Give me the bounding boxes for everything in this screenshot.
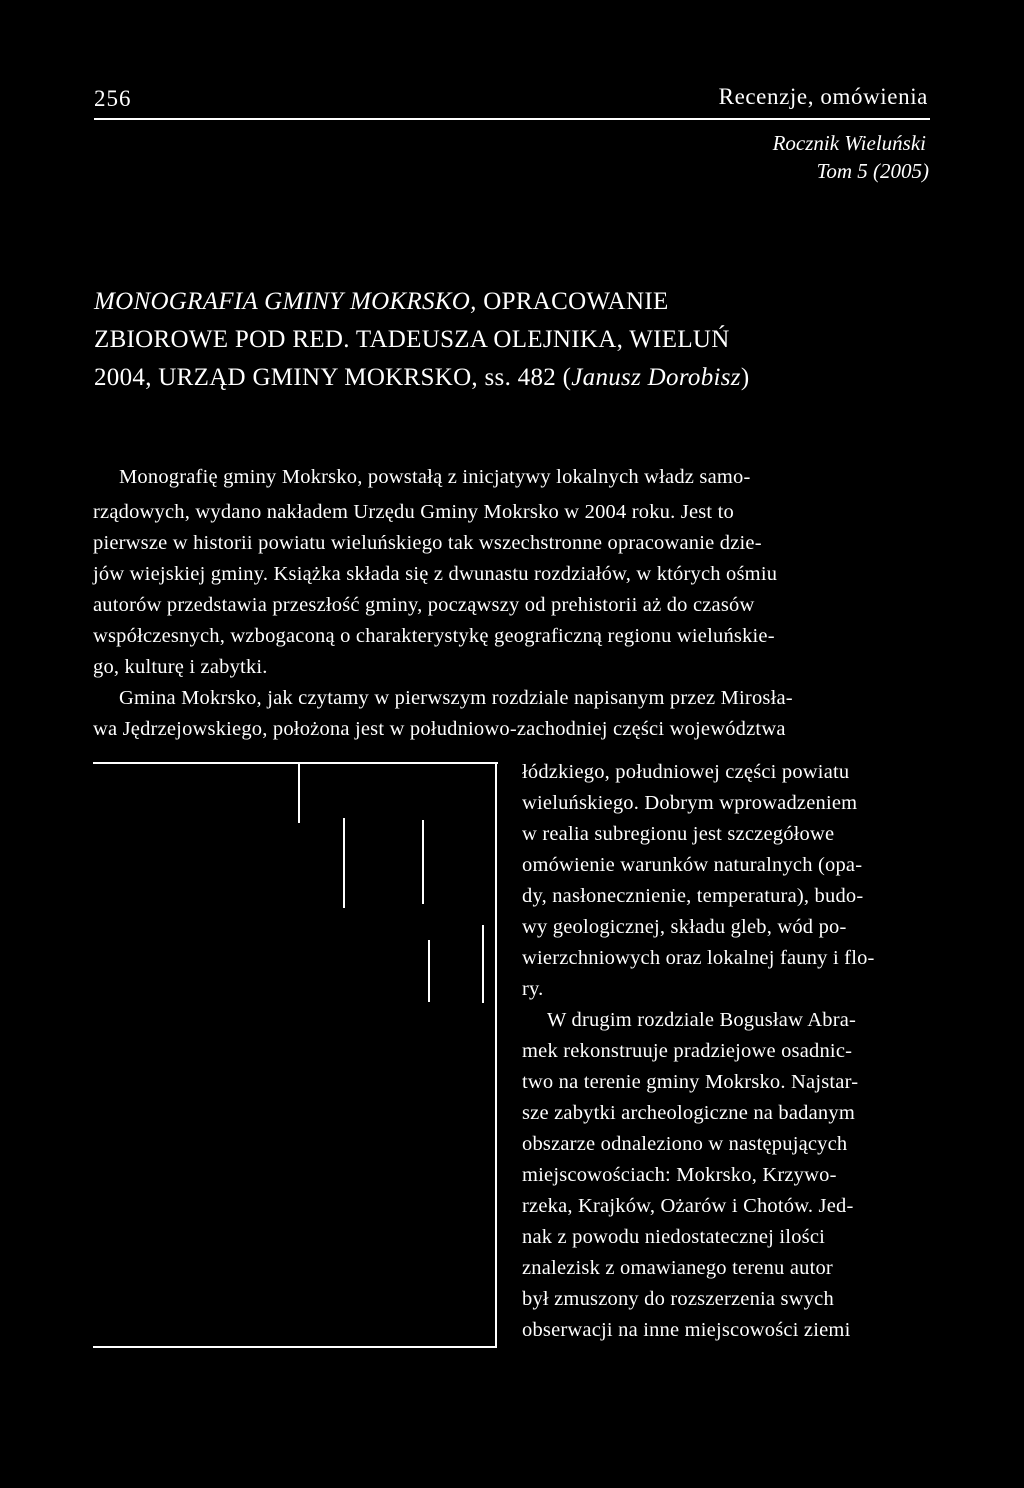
body-line: znalezisk z omawianego terenu autor [522,1257,833,1279]
body-line: two na terenie gminy Mokrsko. Najstar- [522,1071,859,1093]
figure-line [428,940,430,1002]
body-line: Gmina Mokrsko, jak czytamy w pierwszym rozdziale napisanym przez Mirosła- [119,687,793,709]
body-line: obserwacji na inne miejscowości ziemi [522,1319,851,1341]
body-line: współczesnych, wzbogaconą o charakterystykę geograficzną regionu wieluńskie- [93,625,775,647]
body-line: wa Jędrzejowskiego, położona jest w południowo-zachodniej części województwa [93,718,786,740]
body-line: sze zabytki archeologiczne na badanym [522,1102,855,1124]
figure-line [422,820,424,904]
body-line: go, kulturę i zabytki. [93,656,268,678]
journal-name: Rocznik Wieluński [772,131,926,155]
body-line: wy geologicznej, składu gleb, wód po- [522,916,847,938]
figure-line [343,818,345,908]
body-line: jów wiejskiej gminy. Książka składa się z dwunastu rozdziałów, w których ośmiu [93,563,778,585]
body-line: dy, nasłonecznienie, temperatura), budo- [522,885,864,907]
body-line: obszarze odnaleziono w następujących [522,1133,848,1155]
book-title-rest: OPRACOWANIE [476,288,669,315]
body-line: Monografię gminy Mokrsko, powstałą z inicjatywy lokalnych władz samo- [119,466,751,488]
body-line: pierwsze w historii powiatu wieluńskiego tak wszechstronne opracowanie dzie- [93,532,762,554]
title-publisher: 2004, URZĄD GMINY MOKRSKO, ss. 482 ( [94,364,572,391]
review-title-line-1 [94,288,669,316]
review-author: Janusz Dorobisz [571,364,741,391]
body-line: W drugim rozdziale Bogusław Abra- [547,1009,857,1031]
body-line: rządowych, wydano nakładem Urzędu Gminy Mokrsko w 2004 roku. Jest to [93,501,735,523]
body-line: miejscowościach: Mokrsko, Krzywo- [522,1164,837,1186]
body-line: wierzchniowych oraz lokalnej fauny i flo- [522,947,875,969]
review-title-line-2: ZBIOROWE POD RED. TADEUSZA OLEJNIKA, WIELUŃ [94,326,730,353]
body-line: w realia subregionu jest szczegółowe [522,823,835,845]
body-line: mek rekonstruuje pradziejowe osadnic- [522,1040,853,1062]
journal-volume: Tom 5 (2005) [816,159,929,183]
body-line: autorów przedstawia przeszłość gminy, począwszy od prehistorii aż do czasów [93,594,755,616]
figure-line [482,925,484,1003]
page-number: 256 [94,86,132,111]
figure-line [298,763,300,823]
body-line: wieluńskiego. Dobrym wprowadzeniem [522,792,858,814]
body-line: omówienie warunków naturalnych (opa- [522,854,863,876]
title-close-paren: ) [740,364,750,391]
book-title-italic: MONOGRAFIA GMINY MOKRSKO, [94,288,477,315]
section-title: Recenzje, omówienia [718,84,928,109]
body-line: rzeka, Krajków, Ożarów i Chotów. Jed- [522,1195,854,1217]
body-line: łódzkiego, południowej części powiatu [522,761,850,783]
header-rule [94,118,930,120]
review-title-line-3 [94,364,749,392]
figure-illustration [93,763,497,1348]
body-line: był zmuszony do rozszerzenia swych [522,1288,834,1310]
body-line: ry. [522,978,544,1000]
body-line: nak z powodu niedostatecznej ilości [522,1226,826,1248]
